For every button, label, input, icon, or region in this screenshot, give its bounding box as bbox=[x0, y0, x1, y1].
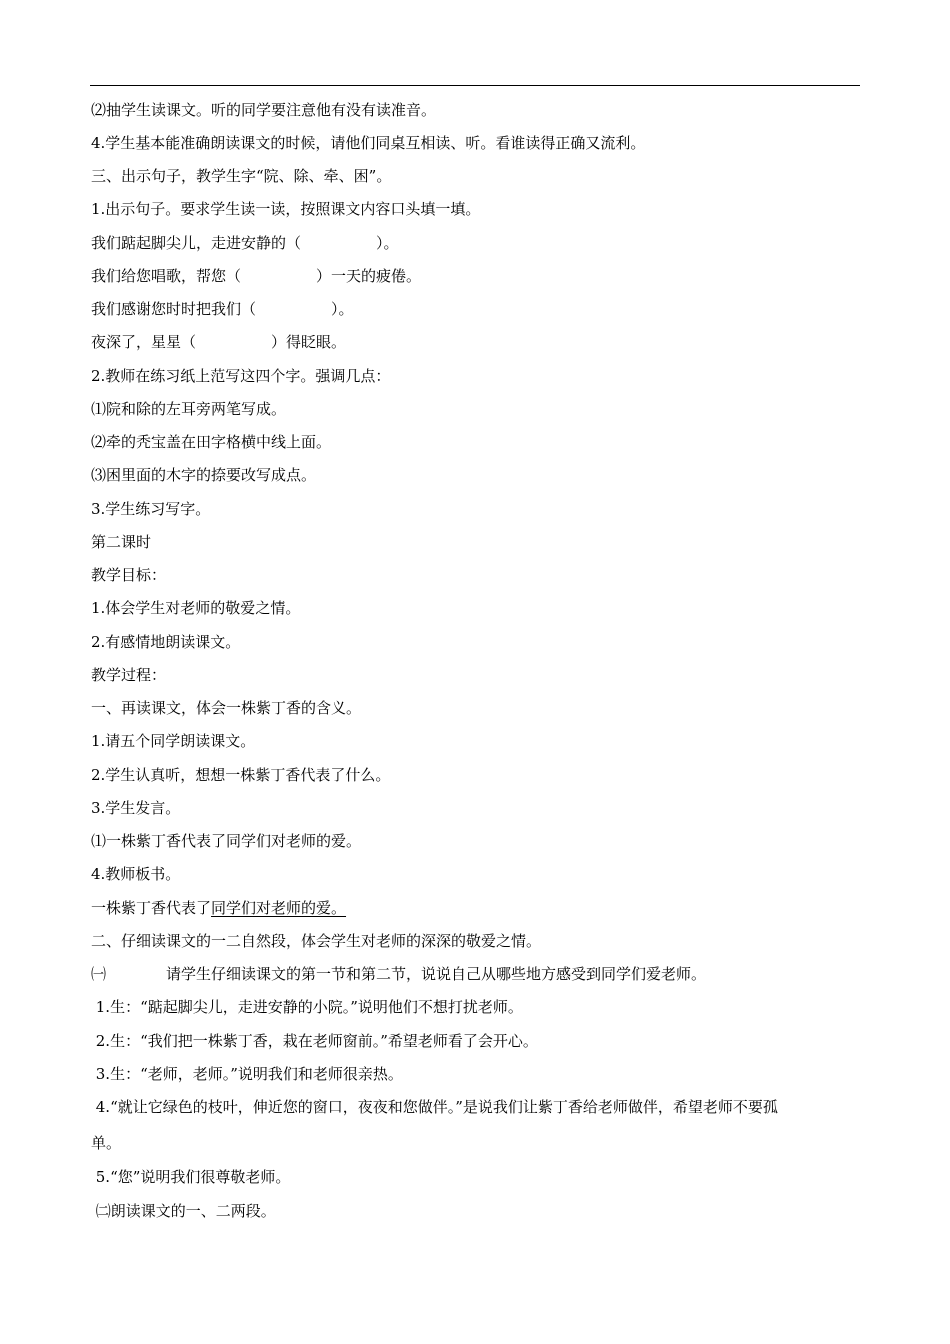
text-line: 单。 bbox=[91, 1134, 122, 1152]
text-line: 教学目标： bbox=[91, 566, 167, 584]
text-line: 1.出示句子。要求学生读一读，按照课文内容口头填一填。 bbox=[91, 200, 481, 218]
text-line: 我们踮起脚尖儿，走进安静的（ ）。 bbox=[91, 234, 399, 252]
text-line: 4.教师板书。 bbox=[91, 865, 181, 883]
text-line: 3.学生练习写字。 bbox=[91, 500, 211, 518]
text-line: 4.学生基本能准确朗读课文的时候，请他们同桌互相读、听。看谁读得正确又流利。 bbox=[91, 134, 646, 152]
text-line: 2.学生认真听，想想一株紫丁香代表了什么。 bbox=[91, 766, 391, 784]
text-line: 教学过程： bbox=[91, 666, 167, 684]
board-writing-line bbox=[91, 898, 871, 918]
text-line: ⑵抽学生读课文。听的同学要注意他有没有读准音。 bbox=[91, 101, 437, 119]
text-line: 3.生：“老师，老师。”说明我们和老师很亲热。 bbox=[91, 1065, 403, 1083]
text-line: 1.体会学生对老师的敬爱之情。 bbox=[91, 599, 301, 617]
text-line: 4.“就让它绿色的枝叶，伸近您的窗口，夜夜和您做伴。”是说我们让紫丁香给老师做伴，希望老师不要孤 bbox=[91, 1098, 778, 1116]
text-line: ⑶困里面的木字的捺要改写成点。 bbox=[91, 466, 317, 484]
text-line: ⑴一株紫丁香代表了同学们对老师的爱。 bbox=[91, 832, 362, 850]
text-line: 三、出示句子，教学生字“院、除、牵、困”。 bbox=[91, 167, 392, 185]
text-line: 1.请五个同学朗读课文。 bbox=[91, 732, 256, 750]
text-line: 2.有感情地朗读课文。 bbox=[91, 633, 241, 651]
text-line: ⑴院和除的左耳旁两笔写成。 bbox=[91, 400, 287, 418]
text-line: 1.生：“踮起脚尖儿，走进安静的小院。”说明他们不想打扰老师。 bbox=[91, 998, 523, 1016]
board-underlined-text: 同学们对老师的爱。 bbox=[211, 899, 347, 917]
text-line: 我们感谢您时时把我们（ ）。 bbox=[91, 300, 354, 318]
text-line: 夜深了，星星（ ）得眨眼。 bbox=[91, 333, 347, 351]
text-line: 5.“您”说明我们很尊敬老师。 bbox=[91, 1168, 291, 1186]
text-line: 一、再读课文，体会一株紫丁香的含义。 bbox=[91, 699, 362, 717]
text-line: 3.学生发言。 bbox=[91, 799, 181, 817]
text-line: ㈡朗读课文的一、二两段。 bbox=[91, 1202, 276, 1220]
text-line: 二、仔细读课文的一二自然段，体会学生对老师的深深的敬爱之情。 bbox=[91, 932, 542, 950]
text-line: 2.生：“我们把一株紫丁香，栽在老师窗前。”希望老师看了会开心。 bbox=[91, 1032, 538, 1050]
text-line: 2.教师在练习纸上范写这四个字。强调几点： bbox=[91, 367, 391, 385]
section-heading: 第二课时 bbox=[91, 533, 152, 551]
board-prefix: 一株紫丁香代表了 bbox=[91, 899, 212, 917]
header-rule bbox=[90, 85, 860, 86]
text-line: 我们给您唱歌，帮您（ ）一天的疲倦。 bbox=[91, 267, 422, 285]
text-line: ⑵牵的秃宝盖在田字格横中线上面。 bbox=[91, 433, 332, 451]
text-line: ㈠ 请学生仔细读课文的第一节和第二节，说说自己从哪些地方感受到同学们爱老师。 bbox=[91, 965, 707, 983]
